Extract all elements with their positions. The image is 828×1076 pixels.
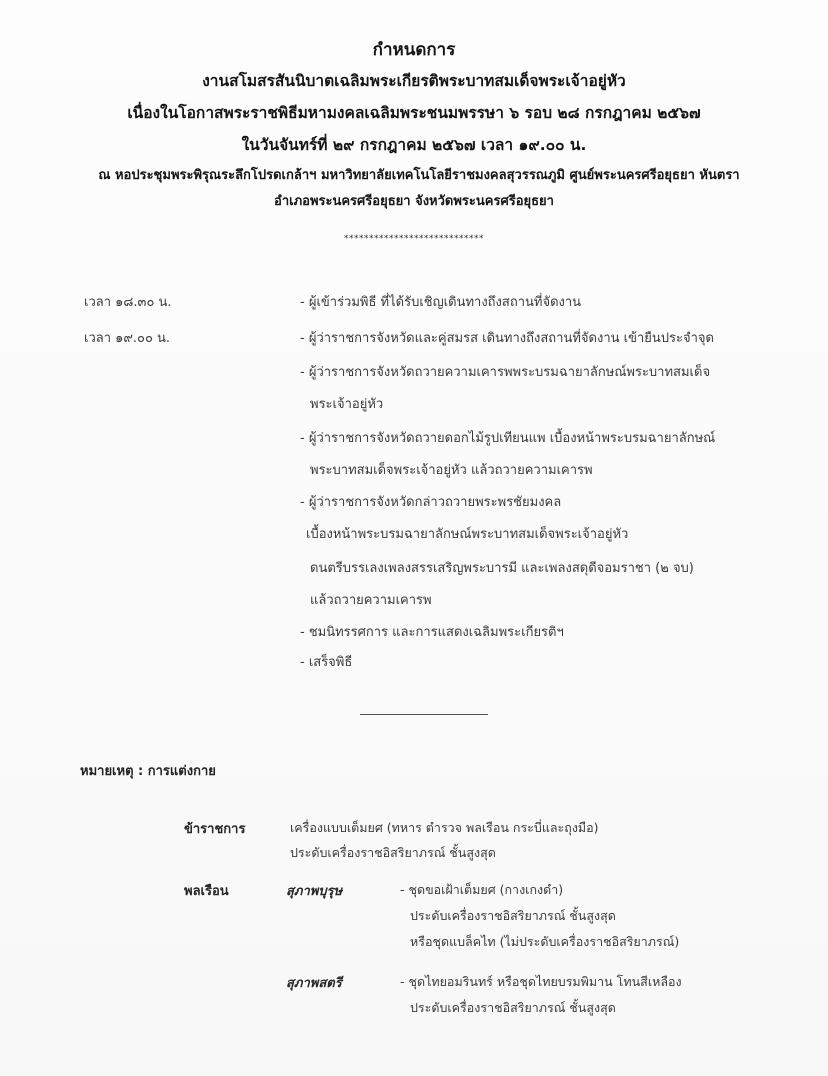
occasion-line: เนื่องในโอกาสพระราชพิธีมหามงคลเฉลิมพระชนมพรรษา ๖ รอบ ๒๘ กรกฎาคม ๒๕๖๗ [127,104,701,122]
schedule-item-continuation: เบื้องหน้าพระบรมฉายาลักษณ์พระบาทสมเด็จพระเจ้าอยู่หัว [306,527,629,542]
schedule-item: - ผู้เข้าร่วมพิธี ที่ได้รับเชิญเดินทางถึงสถานที่จัดงาน [300,295,582,310]
schedule-item-continuation: แล้วถวายความเคารพ [310,593,432,608]
separator-stars: **************************** [344,234,484,244]
men-label: สุภาพบุรุษ [286,884,343,899]
officials-label: ข้าราชการ [184,822,246,837]
men-dress-line: หรือชุดแบล็คไท (ไม่ประดับเครื่องราชอิสริยาภรณ์) [410,934,680,949]
schedule-time-2: เวลา ๑๙.๐๐ น. [84,331,171,346]
schedule-item-continuation: ดนตรีบรรเลงเพลงสรรเสริญพระบารมี และเพลงสดุดีจอมราชา (๒ จบ) [310,561,694,576]
officials-dress-line: เครื่องแบบเต็มยศ (ทหาร ตำรวจ พลเรือน กระบี่และถุงมือ) [290,820,599,835]
officials-dress-line: ประดับเครื่องราชอิสริยาภรณ์ ชั้นสูงสุด [290,845,496,860]
civilian-label: พลเรือน [184,884,229,899]
document-title: กำหนดการ [372,40,456,60]
schedule-item: - ชมนิทรรศการ และการแสดงเฉลิมพระเกียรติฯ [300,625,564,640]
schedule-item-continuation: พระเจ้าอยู่หัว [310,397,384,412]
event-name: งานสโมสรสันนิบาตเฉลิมพระเกียรติพระบาทสมเด็จพระเจ้าอยู่หัว [202,72,626,90]
schedule-item: - ผู้ว่าราชการจังหวัดถวายความเคารพพระบรมฉายาลักษณ์พระบาทสมเด็จ [300,365,711,380]
venue-line: ณ หอประชุมพระพิรุณระลึกโปรดเกล้าฯ มหาวิทยาลัยเทคโนโลยีราชมงคลสุวรรณภูมิ ศูนย์พระนครศรีอยุธยา หันตรา [98,168,740,183]
men-dress-line: ประดับเครื่องราชอิสริยาภรณ์ ชั้นสูงสุด [410,908,616,923]
men-dress-line: - ชุดขอเฝ้าเต็มยศ (กางเกงดำ) [400,882,564,897]
schedule-item-continuation: พระบาทสมเด็จพระเจ้าอยู่หัว แล้วถวายความเคารพ [310,463,593,478]
women-label: สุภาพสตรี [286,976,342,991]
schedule-item: - ผู้ว่าราชการจังหวัดกล่าวถวายพระพรชัยมงคล [300,495,562,510]
women-dress-line: - ชุดไทยอมรินทร์ หรือชุดไทยบรมพิมาน โทนสีเหลือง [400,974,682,989]
women-dress-line: ประดับเครื่องราชอิสริยาภรณ์ ชั้นสูงสุด [410,1000,616,1015]
schedule-item: - ผู้ว่าราชการจังหวัดถวายดอกไม้รูปเทียนแพ เบื้องหน้าพระบรมฉายาลักษณ์ [300,431,716,446]
schedule-item: - ผู้ว่าราชการจังหวัดและคู่สมรส เดินทางถึงสถานที่จัดงาน เข้ายืนประจำจุด [300,331,714,346]
venue-district-line: อำเภอพระนครศรีอยุธยา จังหวัดพระนครศรีอยุธยา [274,194,554,209]
dress-code-heading: หมายเหตุ : การแต่งกาย [80,764,216,779]
date-time-line: ในวันจันทร์ที่ ๒๙ กรกฎาคม ๒๕๖๗ เวลา ๑๙.๐๐ น. [241,136,587,154]
schedule-time-1: เวลา ๑๘.๓๐ น. [84,295,172,310]
section-divider [360,714,488,715]
schedule-item: - เสร็จพิธี [300,655,353,670]
